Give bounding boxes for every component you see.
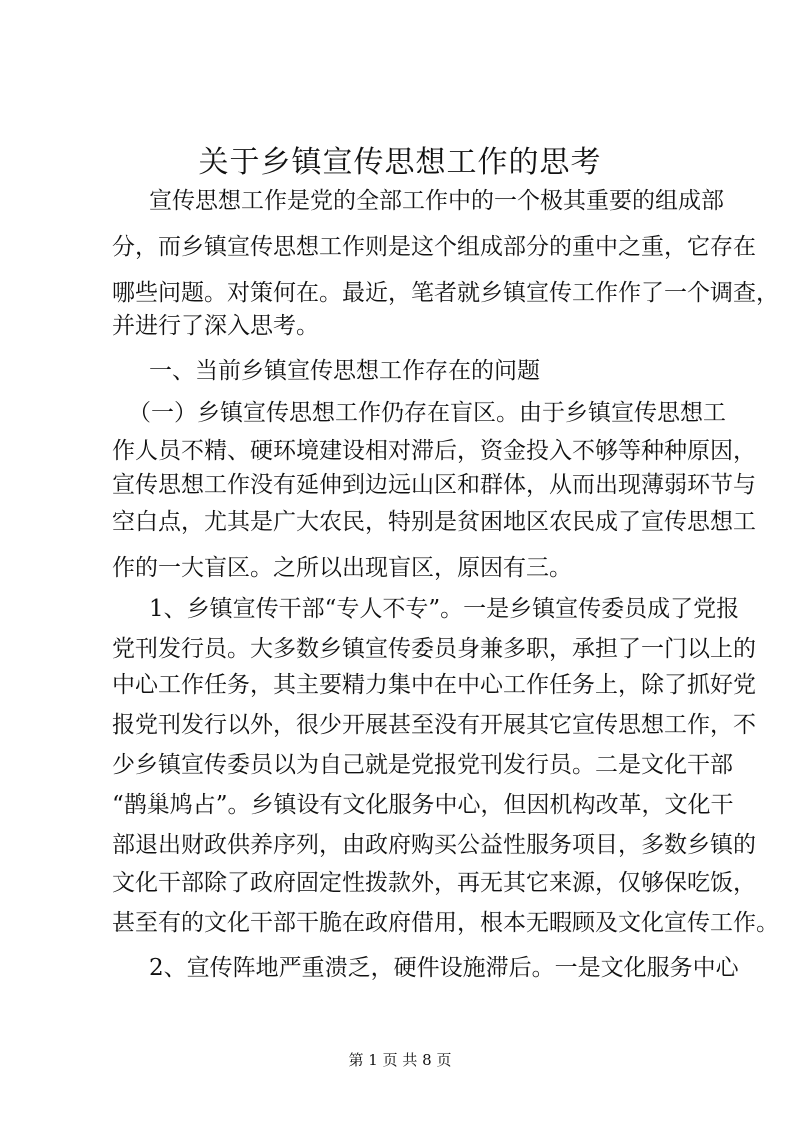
paragraph-line: 空白点，尤其是广大农民，特别是贫困地区农民成了宣传思想工	[112, 509, 756, 535]
paragraph-line: 党刊发行员。大多数乡镇宣传委员身兼多职，承担了一门以上的	[112, 636, 756, 662]
paragraph-line: 报党刊发行以外，很少开展甚至没有开展其它宣传思想工作，不	[112, 712, 756, 738]
document-title: 关于乡镇宣传思想工作的思考	[198, 145, 602, 180]
paragraph-line: 分，而乡镇宣传思想工作则是这个组成部分的重中之重，它存在	[112, 234, 756, 260]
paragraph-line: 作的一大盲区。之所以出现盲区，原因有三。	[112, 555, 572, 581]
paragraph-line: 并进行了深入思考。	[112, 313, 319, 339]
paragraph-line: （一）乡镇宣传思想工作仍存在盲区。由于乡镇宣传思想工	[128, 400, 726, 426]
paragraph-line: 宣传思想工作是党的全部工作中的一个极其重要的组成部	[149, 188, 724, 214]
page-number: 第 1 页 共 8 页	[348, 1051, 452, 1069]
paragraph-line: 中心工作任务，其主要精力集中在中心工作任务上，除了抓好党	[112, 672, 756, 698]
paragraph-line: 2、宣传阵地严重溃乏，硬件设施滞后。一是文化服务中心	[149, 955, 739, 981]
paragraph-line: 宣传思想工作没有延伸到边远山区和群体，从而出现薄弱环节与	[112, 472, 756, 498]
paragraph-line: 部退出财政供养序列，由政府购买公益性服务项目，多数乡镇的	[112, 832, 756, 858]
paragraph-line: 文化干部除了政府固定性拨款外，再无其它来源，仅够保吃饭，	[112, 870, 756, 896]
paragraph-line: 作人员不精、硬环境建设相对滞后，资金投入不够等种种原因，	[112, 438, 756, 464]
section-heading: 一、当前乡镇宣传思想工作存在的问题	[149, 358, 540, 384]
paragraph-line: 少乡镇宣传委员以为自己就是党报党刊发行员。二是文化干部	[112, 752, 733, 778]
paragraph-line: 1、乡镇宣传干部“专人不专”。一是乡镇宣传委员成了党报	[149, 596, 740, 622]
paragraph-line: 甚至有的文化干部干脆在政府借用，根本无暇顾及文化宣传工作。	[112, 910, 779, 936]
paragraph-line: 哪些问题。对策何在。最近，笔者就乡镇宣传工作作了一个调查，	[112, 280, 779, 306]
paragraph-line: “鹊巢鸠占”。乡镇设有文化服务中心，但因机构改革，文化干	[112, 792, 734, 818]
